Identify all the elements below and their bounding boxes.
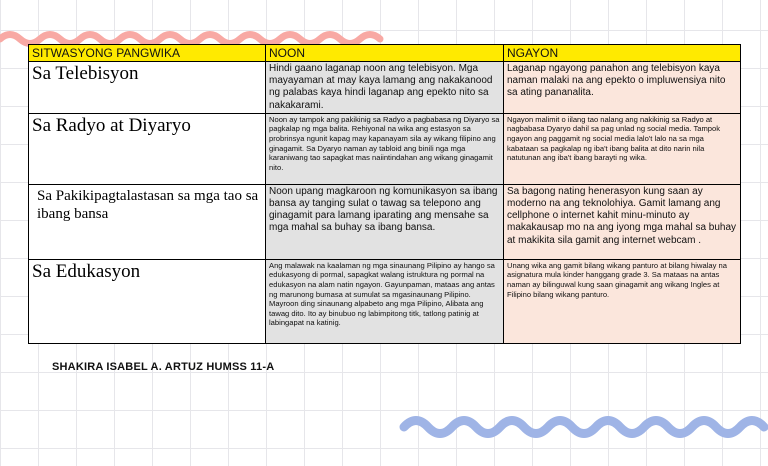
ngayon-cell: Ngayon malimit o iilang tao nalang ang nakikinig sa Radyo at nagbabasa Dyaryo dahil sa pag unlad ng social media. Tampok ngayon ang paggamit ng social media lalo't lalo na sa mga kabataan sa pagkalap ng iba't ibang balita at dito narin nila natutunan ang iba't ibang barayti ng wika. (504, 113, 741, 184)
ngayon-cell: Laganap ngayong panahon ang telebisyon kaya naman malaki na ang epekto o impluwensiya nito sa ating pananalita. (504, 62, 741, 114)
noon-cell: Ang malawak na kaalaman ng mga sinaunang Pilipino ay hango sa edukasyong di pormal, sapagkat walang istruktura ng pormal na edukasyon na alam natin ngayon. Gayunpaman, mataas ang antas ng marunong bumasa at sumulat sa mgasinaunang Pilipino. Mayroon ding sinaunang alpabeto ang mga Pilipino, Alibata ang tawag dito. Ito ay binubuo ng labimpitong titk, tatlong patinig at labingapat na katinig. (266, 259, 504, 343)
language-situation-table (28, 44, 741, 344)
header-sitwasyon: SITWASYONG PANGWIKA (29, 45, 266, 62)
table-row (29, 259, 741, 343)
noon-cell: Noon ay tampok ang pakikinig sa Radyo a pagbabasa ng Diyaryo sa pagkalap ng mga balita. Rehiyonal na wika ang estasyon sa probrinsya ngunit kapag may kapanayam sila ay wikang filipino ang ginagamit. Sa Dyaryo naman ay tabloid ang binili nga mga karaniwang tao sapagkat mas naiintindahan ang wikang ginagamit nito. (266, 113, 504, 184)
sitwasyon-cell: Sa Radyo at Diyaryo (29, 113, 266, 184)
noon-cell: Hindi gaano laganap noon ang telebisyon. Mga mayayaman at may kaya lamang ang nakakanood ng palabas kaya hindi laganap ang epekto nito sa nakakarami. (266, 62, 504, 114)
header-noon: NOON (266, 45, 504, 62)
table-row (29, 184, 741, 259)
ngayon-cell: Sa bagong nating henerasyon kung saan ay moderno na ang teknolohiya. Gamit lamang ang cellphone o internet kahit minu-minuto ay makakausap mo na ang iyong mga mahal sa buhay at makikita sila gamit ang internet webcam . (504, 184, 741, 259)
sitwasyon-cell: Sa Edukasyon (29, 259, 266, 343)
sitwasyon-cell: Sa Pakikipagtalastasan sa mga tao sa ibang bansa (29, 184, 266, 259)
table-row (29, 62, 741, 114)
blue-wave-decoration (398, 410, 768, 444)
table-header-row (29, 45, 741, 62)
table-row (29, 113, 741, 184)
noon-cell: Noon upang magkaroon ng komunikasyon sa ibang bansa ay tanging sulat o tawag sa telepono ang ginagamit para lamang iparating ang mensahe sa mga mahal sa buhay sa ibang bansa. (266, 184, 504, 259)
author-name: SHAKIRA ISABEL A. ARTUZ HUMSS 11-A (52, 361, 275, 373)
header-ngayon: NGAYON (504, 45, 741, 62)
sitwasyon-cell: Sa Telebisyon (29, 62, 266, 114)
ngayon-cell: Unang wika ang gamit bilang wikang panturo at bilang hiwalay na asignatura mula kinder hanggang grade 3. Sa mataas na antas naman ay bilinguwal kung saan ginagamit ang wikang Ingles at Filipino bilang wikang panturo. (504, 259, 741, 343)
